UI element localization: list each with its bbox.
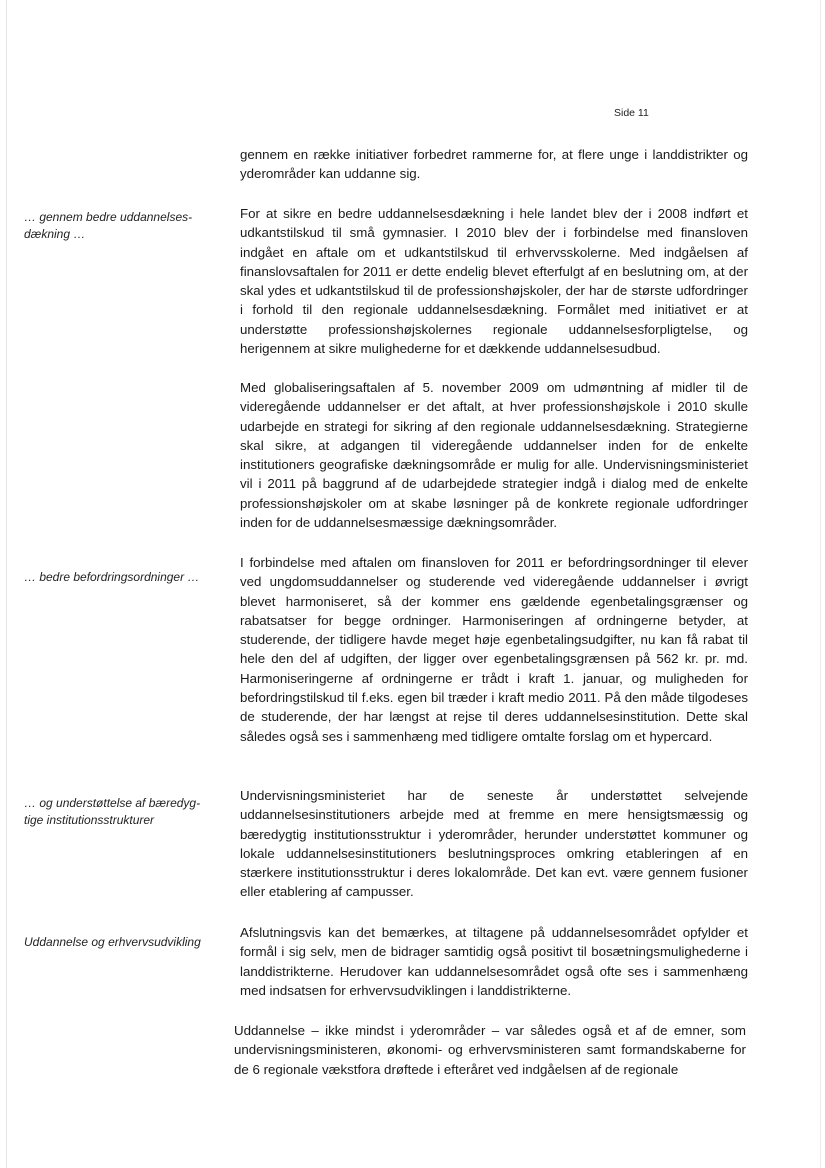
scan-edge-right <box>820 0 821 1168</box>
paragraph-befordringsordninger: I forbindelse med aftalen om finansloven for 2011 er befordringsordninger til elever ved ungdomsuddannelser og studerende ved videregående uddannelser i øvrigt blevet harmoniseret, så der kommer ens gældende egenbetalingsgrænser og rabatsatser for begge ordninger. Harmoniseringen af ordningerne betyder, at studerende, der tidligere havde meget høje egenbetalingsudgifter, nu kan få rabat til hele den del af udgiften, der ligger over egenbetalingsgrænsen på 562 kr. pr. md. Harmoniseringerne af ordningerne er trådt i kraft 1. januar, og muligheden for befordringstilskud til f.eks. egen bil træder i kraft medio 2011. På den måde tilgodeses de studerende, der har længst at rejse til deres uddannelsesinstitution. Dette skal således også ses i sammenhæng med tidligere omtalte forslag om et hypercard. <box>240 555 748 744</box>
margin-note-befordring: … bedre befordringsordninger … <box>24 570 200 584</box>
scan-edge-left <box>6 0 7 1168</box>
paragraph-udkantstilskud: For at sikre en bedre uddannelsesdækning i hele landet blev der i 2008 indført et udkantstilskud til små gymnasier. I 2010 blev der i forbindelse med finansloven indgået en aftale om et udkantstilskud til erhvervsskolerne. Med indgåelsen af finanslovsaftalen for 2011 er dette endelig blevet efterfulgt af en beslutning om, at der skal ydes et udkantstilskud til de professionshøjskoler, der har de største udfordringer i forhold til den regionale uddannelsesdækning. Formålet med initiativet er at understøtte professionshøjskolernes regionale uddannelsesforpligtelse, og herigennem at sikre mulighederne for et dækkende uddannelsesudbud. <box>240 206 748 357</box>
paragraph-vaekstfora: Uddannelse – ikke mindst i yderområder – var således også et af de emner, som undervisningsministeren, økonomi- og erhvervsministeren samt formandskaberne for de 6 regionale vækstfora drøftede i efteråret ved indgåelsen af de regionale <box>234 1023 746 1077</box>
paragraph-globaliseringsaftalen: Med globaliseringsaftalen af 5. november 2009 om udmøntning af midler til de videregående uddannelser er det aftalt, at hver professionshøjskole i 2010 skulle udarbejde en strategi for sikring af den regionale uddannelsesdækning. Strategierne skal sikre, at adgangen til videregående uddannelser inden for de enkelte institutioners geografiske dækningsområde er mulig for alle. Undervisningsministeriet vil i 2011 på baggrund af de udarbejdede strategier indgå i dialog med de enkelte professionshøjskoler om at skabe løsninger på de konkrete regionale udfordringer inden for de uddannelsesmæssige dækningsområder. <box>240 380 748 531</box>
margin-note-institutionsstrukturer: … og understøttelse af bæredyg- tige institutionsstrukturer <box>24 796 201 827</box>
page-number: Side 11 <box>614 107 649 119</box>
margin-note-uddannelsesdaekning: … gennem bedre uddannelses- dækning … <box>24 210 193 241</box>
paragraph-afslutningsvis: Afslutningsvis kan det bemærkes, at tiltagene på uddannelsesområdet opfylder et formål i sig selv, men de bidrager samtidig også positivt til bosætningsmulighederne i landdistrikterne. Herudover kan uddannelsesområdet også ofte ses i sammenhæng med indsatsen for erhvervsudviklingen i landdistrikterne. <box>240 925 748 998</box>
margin-note-erhvervsudvikling: Uddannelse og erhvervsudvikling <box>24 935 201 949</box>
paragraph-intro-continued: gennem en række initiativer forbedret rammerne for, at flere unge i landdistrikter og yderområder kan uddanne sig. <box>240 147 748 182</box>
paragraph-institutionsstruktur: Undervisningsministeriet har de seneste år understøttet selvejende uddannelsesinstitutioners arbejde med at fremme en mere hensigtsmæssig og bæredygtig institutionsstruktur i yderområder, herunder understøttet kommuner og lokale uddannelsesinstitutioners beslutningsproces omkring etableringen af en stærkere institutionsstruktur i deres lokalområde. Det kan evt. være gennem fusioner eller etablering af campusser. <box>240 788 748 900</box>
